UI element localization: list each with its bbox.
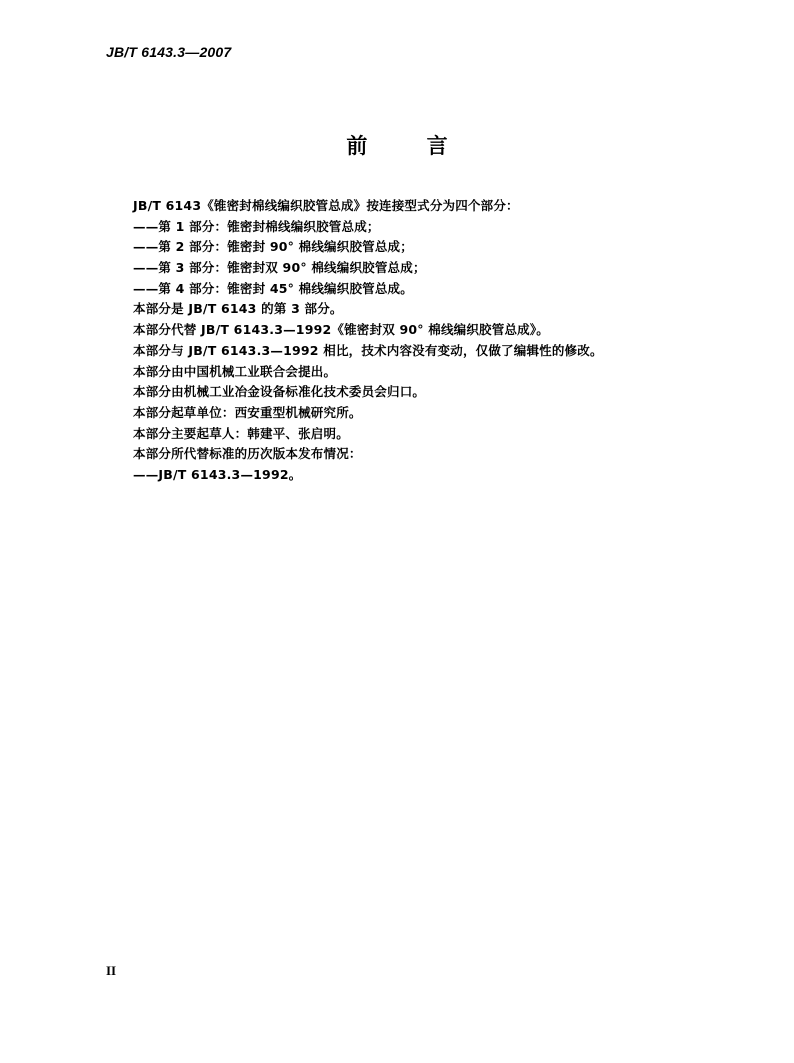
foreword-line: ——JB/T 6143.3—1992。: [133, 466, 302, 482]
foreword-line: 本部分由中国机械工业联合会提出。: [133, 363, 337, 379]
foreword-line: 本部分与 JB/T 6143.3—1992 相比，技术内容没有变动，仅做了编辑性的修改。: [133, 342, 603, 358]
foreword-line: ——第 2 部分：锥密封 90° 棉线编织胶管总成；: [133, 239, 413, 255]
foreword-line: 本部分是 JB/T 6143 的第 3 部分。: [133, 301, 343, 317]
foreword-line: 本部分由机械工业冶金设备标准化技术委员会归口。: [133, 384, 426, 400]
foreword-line: ——第 4 部分：锥密封 45° 棉线编织胶管总成。: [133, 280, 413, 296]
foreword-body: [133, 196, 733, 486]
foreword-line: ——第 3 部分：锥密封双 90° 棉线编织胶管总成；: [133, 260, 426, 276]
foreword-line: ——第 1 部分：锥密封棉线编织胶管总成；: [133, 218, 380, 234]
foreword-line: 本部分所代替标准的历次版本发布情况：: [133, 446, 362, 462]
page-number: II: [106, 963, 117, 978]
foreword-line: JB/T 6143《锥密封棉线编织胶管总成》按连接型式分为四个部分：: [133, 198, 519, 213]
foreword-line: 本部分代替 JB/T 6143.3—1992《锥密封双 90° 棉线编织胶管总成》。: [133, 322, 549, 338]
foreword-line: 本部分起草单位：西安重型机械研究所。: [133, 404, 362, 420]
foreword-line: 本部分主要起草人：韩建平、张启明。: [133, 425, 349, 441]
page-title: 前 言: [346, 134, 474, 158]
standard-code: JB/T 6143.3—2007: [106, 44, 232, 60]
